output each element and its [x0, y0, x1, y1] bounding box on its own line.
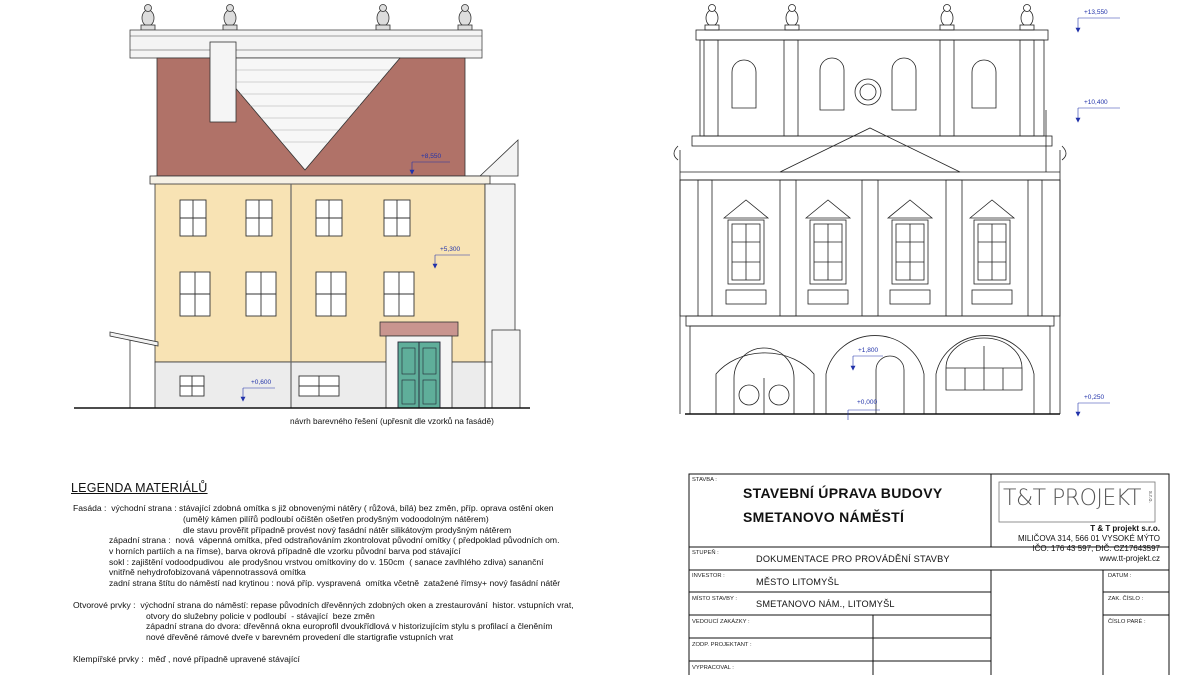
field-label: INVESTOR : — [692, 573, 725, 579]
field-label: MÍSTO STAVBY : — [692, 596, 737, 602]
level-label: +13,550 — [1084, 9, 1108, 16]
drawing-caption: návrh barevného řešení (upřesnit dle vzorků na fasádě) — [290, 416, 494, 426]
legend-line: zadní strana štítu do náměstí nad krytinou : nová příp. vyspravená omítka včetně zatažené římsy+ nový fasádní nátěr — [109, 578, 561, 588]
project-title — [743, 481, 943, 529]
company-ids: IČO: 176 43 597, DIČ: CZ17643597 — [1032, 544, 1160, 553]
project-title-line: STAVEBNÍ ÚPRAVA BUDOVY — [743, 485, 943, 501]
logo-text: T&T PROJEKT — [1003, 486, 1141, 511]
legend-line: západní strana do dvora: dřevěnná okna europrofil dvoukřídlová v historizujícím stylu s profilací a členěním — [146, 621, 553, 631]
legend-line: nové dřevěné rámové dveře v barevném provedení dle startigrafie vstupních vrat — [146, 632, 454, 642]
legend-line: Fasáda : východní strana : stávající zdobná omítka s již obnovenými nátěry ( růžová, bílá) bez změn, příp. oprava ostění oken — [73, 503, 554, 513]
stage-value: DOKUMENTACE PRO PROVÁDĚNÍ STAVBY — [756, 554, 950, 564]
legend-line: západní strana : nová vápenná omítka, před odstraňováním zkontrolovat původní omítky ( předpoklad původních om. — [109, 535, 560, 545]
investor-value: MĚSTO LITOMYŠL — [756, 577, 840, 587]
level-label: +0,600 — [251, 379, 272, 386]
company-web: www.tt-projekt.cz — [1099, 554, 1160, 563]
legend-line: Klempířské prvky : měď , nové případně upravené stávající — [73, 654, 300, 664]
legend-line: (umělý kámen pilířů podloubí očištěn ošetřen prodyšným vodoodolným nátěrem) — [183, 514, 489, 524]
legend-line: sokl : zajištění vodoodpudivou ale prodyšnou vrstvou omítkoviny do v. 150cm ( sanace zavlhlého zdiva) sananční — [109, 557, 544, 567]
location-value: SMETANOVO NÁM., LITOMYŠL — [756, 599, 895, 609]
field-label: ZAK. ČÍSLO : — [1108, 596, 1144, 602]
legend-line: otvory do služebny policie v podloubí - stávající beze změn — [146, 611, 375, 621]
field-label: ČÍSLO PARÉ : — [1108, 619, 1146, 625]
project-title-line: SMETANOVO NÁMĚSTÍ — [743, 509, 905, 525]
logo-suffix: s.r.o. — [1147, 491, 1153, 503]
legend-line: v horních partiích a na římse), barva okrová případně dle vzorku původní barva pod stávající — [109, 546, 461, 556]
level-label: +0,000 — [857, 399, 878, 406]
field-label: VYPRACOVAL : — [692, 665, 734, 671]
field-label: STUPEŇ : — [692, 550, 719, 556]
level-label: +5,300 — [440, 246, 461, 253]
legend-line: Otvorové prvky : východní strana do náměstí: repase původních dřevěnných zdobných oken a zrestaurování histor. vstupních vrat, — [73, 600, 574, 610]
company-name: T & T projekt s.r.o. — [1090, 524, 1160, 533]
level-label: +0,250 — [1084, 394, 1105, 401]
company-address: MILIČOVA 314, 566 01 VYSOKÉ MÝTO — [1018, 534, 1160, 543]
level-label: +10,400 — [1084, 99, 1108, 106]
legend-line: vnitřně nehydrofobizovaná vápennotrassová omítka — [109, 567, 306, 577]
legend-line: dle stavu prověřit případně provést nový fasádní nátěr silikátovým prodyšným nátěrem — [183, 525, 512, 535]
field-label: DATUM : — [1108, 573, 1132, 579]
level-label: +8,550 — [421, 153, 442, 160]
field-label: VEDOUCÍ ZAKÁZKY : — [692, 619, 750, 625]
legend-title: LEGENDA MATERIÁLŮ — [71, 481, 208, 495]
field-label: STAVBA : — [692, 477, 717, 483]
level-label: +1,800 — [858, 347, 879, 354]
field-label: ZODP. PROJEKTANT : — [692, 642, 752, 648]
